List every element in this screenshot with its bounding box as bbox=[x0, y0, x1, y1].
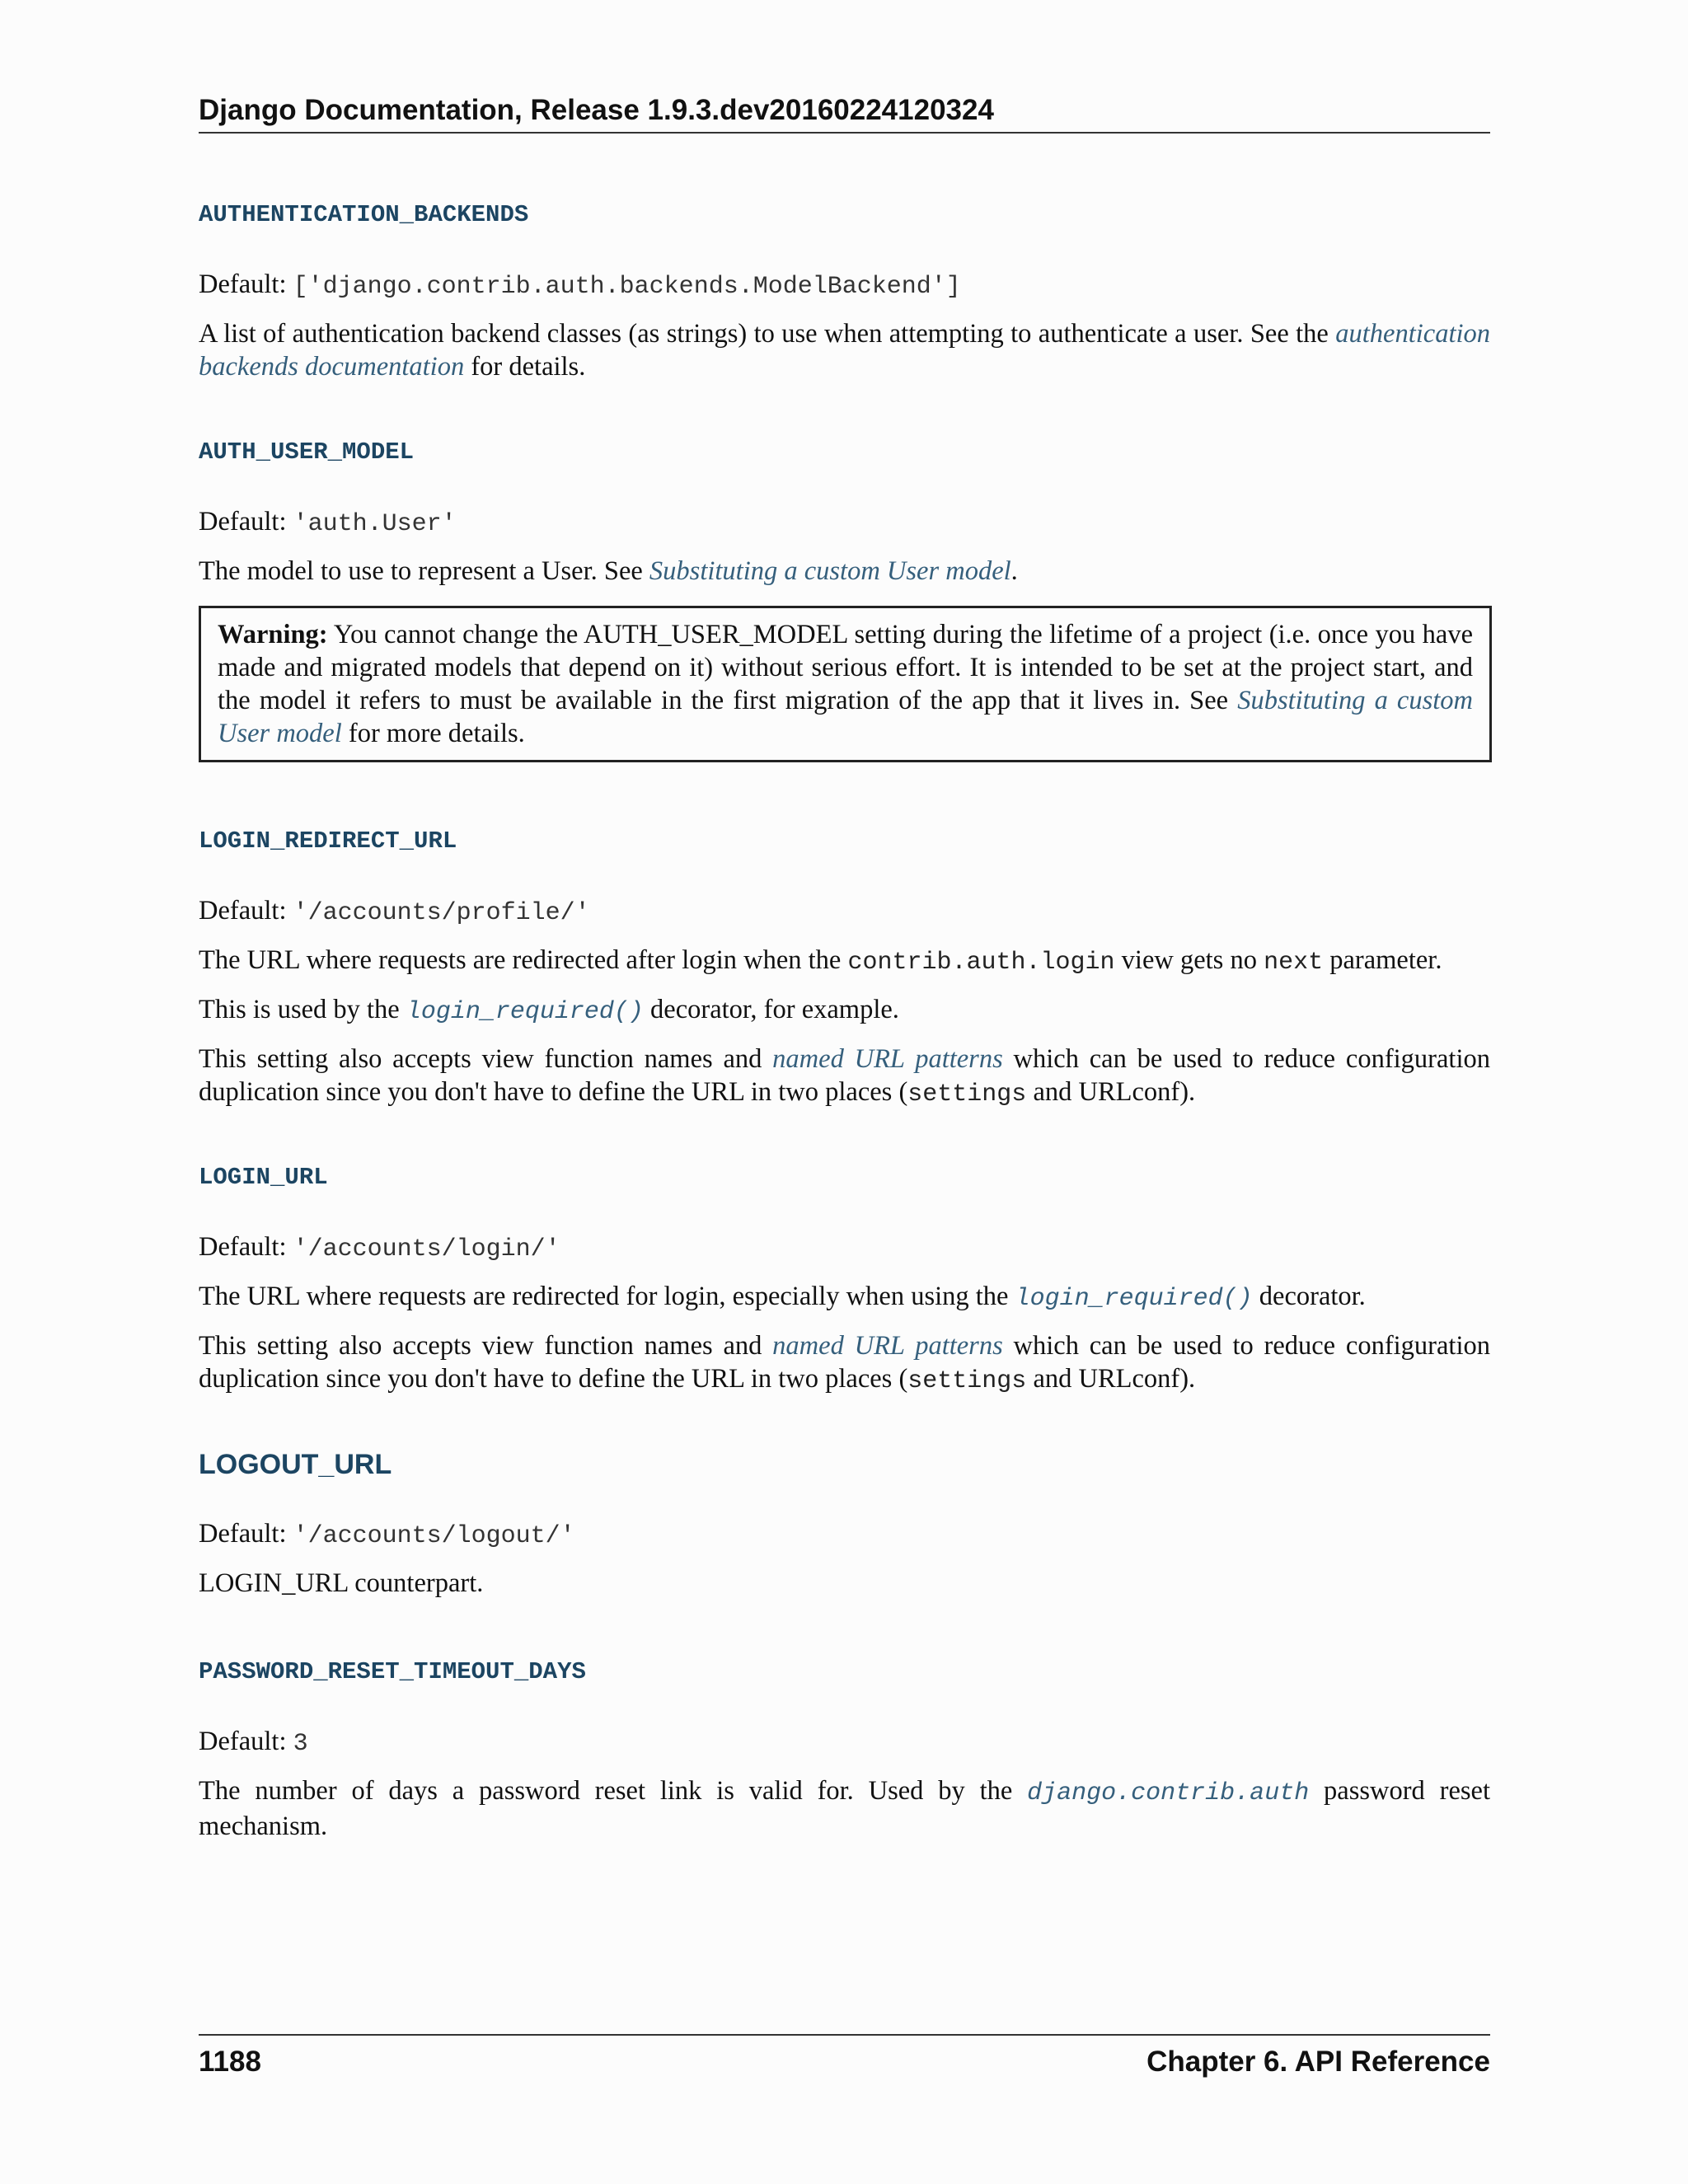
login-required-link[interactable]: login_required() bbox=[406, 998, 644, 1026]
document-page bbox=[199, 0, 1490, 2184]
setting-description: A list of authentication backend classes (as strings) to use when attempting to authenticate a user. See the authentication backends documentation for details. bbox=[199, 319, 1490, 382]
named-url-patterns-link[interactable]: named URL patterns bbox=[772, 1044, 1003, 1074]
setting-title-authentication-backends: AUTHENTICATION_BACKENDS bbox=[199, 201, 529, 228]
setting-description: This is used by the login_required() decorator, for example. bbox=[199, 995, 899, 1026]
substituting-custom-user-model-link[interactable]: Substituting a custom User model bbox=[218, 686, 1473, 748]
setting-title-login-redirect-url: LOGIN_REDIRECT_URL bbox=[199, 827, 457, 855]
named-url-patterns-link[interactable]: named URL patterns bbox=[772, 1331, 1003, 1361]
default-line: Default: 'auth.User' bbox=[199, 507, 457, 538]
setting-title-logout-url: LOGOUT_URL bbox=[199, 1449, 392, 1480]
setting-description: This setting also accepts view function names and named URL patterns which can be used to reduce configuration duplication since you don't have to define the URL in two places (settings and URLconf). bbox=[199, 1331, 1490, 1395]
page-number: 1188 bbox=[199, 2046, 261, 2078]
setting-description: The URL where requests are redirected for login, especially when using the login_required() decorator. bbox=[199, 1282, 1366, 1313]
setting-description: This setting also accepts view function names and named URL patterns which can be used to reduce configuration duplication since you don't have to define the URL in two places (settings and URLconf). bbox=[199, 1044, 1490, 1108]
default-line: Default: '/accounts/login/' bbox=[199, 1232, 560, 1263]
login-required-link[interactable]: login_required() bbox=[1015, 1285, 1253, 1313]
setting-description: The URL where requests are redirected after login when the contrib.auth.login view gets no next parameter. bbox=[199, 945, 1442, 977]
setting-title-login-url: LOGIN_URL bbox=[199, 1164, 328, 1191]
warning-label: Warning: bbox=[218, 620, 328, 649]
running-header: Django Documentation, Release 1.9.3.dev20160224120324 bbox=[199, 92, 1490, 134]
setting-description: The model to use to represent a User. See Substituting a custom User model. bbox=[199, 556, 1018, 586]
default-line: Default: 3 bbox=[199, 1727, 308, 1758]
chapter-title: Chapter 6. API Reference bbox=[1146, 2046, 1490, 2078]
setting-title-password-reset-timeout-days: PASSWORD_RESET_TIMEOUT_DAYS bbox=[199, 1658, 586, 1685]
running-footer bbox=[199, 2034, 1490, 2080]
substituting-custom-user-model-link[interactable]: Substituting a custom User model bbox=[649, 556, 1011, 586]
setting-title-auth-user-model: AUTH_USER_MODEL bbox=[199, 438, 415, 466]
authentication-backends-link[interactable]: authentication backends documentation bbox=[199, 319, 1490, 382]
django-contrib-auth-link[interactable]: django.contrib.auth bbox=[1027, 1779, 1310, 1807]
setting-description: The number of days a password reset link is valid for. Used by the django.contrib.auth password reset mechanism. bbox=[199, 1776, 1490, 1841]
default-line: Default: ['django.contrib.auth.backends.ModelBackend'] bbox=[199, 269, 961, 301]
setting-description: LOGIN_URL counterpart. bbox=[199, 1568, 484, 1598]
default-line: Default: '/accounts/logout/' bbox=[199, 1519, 575, 1550]
default-line: Default: '/accounts/profile/' bbox=[199, 896, 590, 927]
warning-box: Warning: You cannot change the AUTH_USER_MODEL setting during the lifetime of a project (i.e. once you have made and migrated models that depend on it) without serious effort. It is intended to be set at the project start, and the model it refers to must be available in the first migration of the app that it lives in. See Substituting a custom User model for more details. bbox=[199, 606, 1492, 762]
